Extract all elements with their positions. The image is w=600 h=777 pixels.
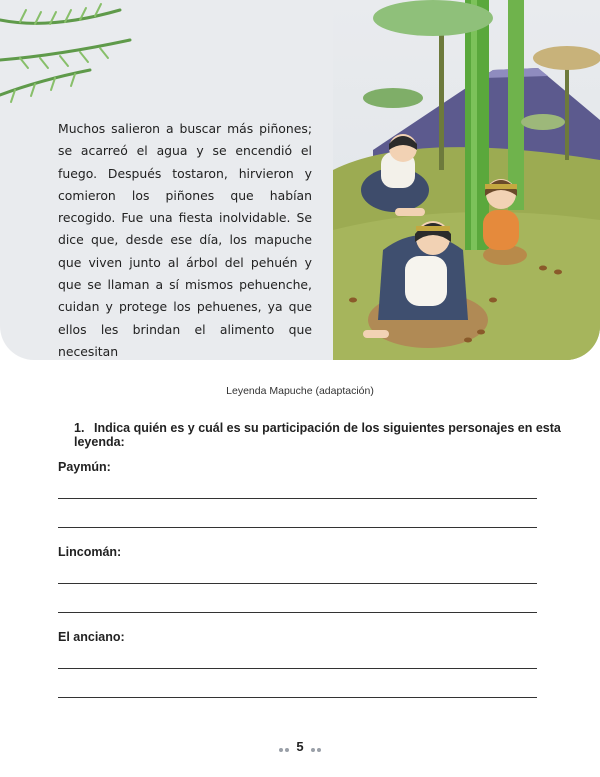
character-label-anciano: El anciano: (58, 630, 125, 644)
tree-foliage (373, 0, 493, 36)
answer-line[interactable] (58, 668, 537, 669)
story-card (0, 0, 600, 360)
pine-branch-decoration (0, 0, 140, 130)
answer-line[interactable] (58, 527, 537, 528)
answer-line[interactable] (58, 583, 537, 584)
answer-line[interactable] (58, 612, 537, 613)
answer-line[interactable] (58, 498, 537, 499)
story-text (58, 118, 312, 360)
answer-line[interactable] (58, 697, 537, 698)
page-number-footer (0, 739, 600, 755)
illustration (333, 0, 600, 360)
source-caption: Leyenda Mapuche (adaptación) (226, 385, 374, 397)
question (74, 421, 574, 449)
question-text: Indica quién es y cuál es su participación de los siguientes personajes en esta leyenda: (74, 421, 561, 449)
page-number: 5 (296, 739, 304, 754)
dots-right-icon (310, 740, 322, 755)
story-paragraph: Muchos salieron a buscar más piñones; se acarreó el agua y se encendió el fuego. Después tostaron, hirvieron y comieron los piñones que habían recogido. Fue una fiesta inolvidable. Se dice que, desde ese día, los mapuche que viven junto al árbol del pehuén y que se llaman a sí mismos pehuenche, cuidan y protege los pehuenes, ya que ellos les brindan el alimento que necesitan (58, 121, 312, 359)
character-label-paymun: Paymún: (58, 460, 111, 474)
tree-trunk (508, 0, 524, 210)
question-number: 1. (74, 421, 85, 435)
character-label-lincoman: Lincomán: (58, 545, 122, 559)
dots-left-icon (278, 740, 290, 755)
